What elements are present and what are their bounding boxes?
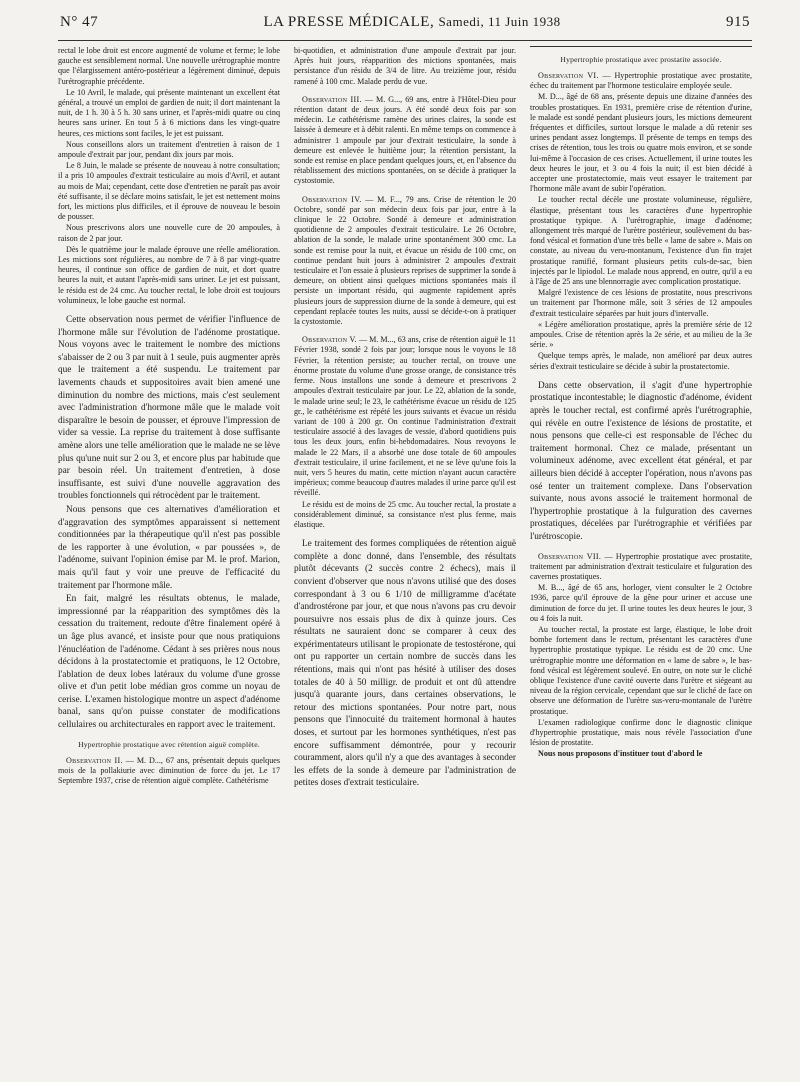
paragraph: M. D..., âgé de 68 ans, présente depuis une dizaine d'années des troubles prostatiques. En 1931, première crise de rétention d'urine, le malade est sondé pendant plusieurs jours, les mictions demeurent fréquentes et difficiles, surtout lorsque le malade a dû retenir ses urines pendant assez longtemps. Il présente de temps en temps des crises de rétention, tous les trois ou quatre mois environ, et se sonde lui-même à l'occasion de ces crises. Actuellement, il urine toutes les deux heures le jour, et 3 ou 4 fois la nuit; il est bien décidé à accepter une prostatectomie, mais veut essayer le traitement par l'hormone mâle avant de subir l'opération. <box>530 92 752 194</box>
paragraph: L'examen radiologique confirme donc le diagnostic clinique d'hypertrophie prostatique, mais nous révèle l'association d'une lésion de prostatite. <box>530 717 752 748</box>
observation-6 <box>530 71 752 91</box>
paragraph: Le 10 Avril, le malade, qui présente maintenant un excellent état général, a trouvé un emploi de gardien de nuit; il dort maintenant la nuit, de 1 h. 30 à 5 h. 30 sans uriner, et l'après-midi quatre ou cinq heures sans uriner. En tout 5 à 6 mictions dans les vingt-quatre heures, ces mictions sont faciles, le jet est puissant. <box>58 87 280 138</box>
observation-label: Observation IV. <box>302 194 362 204</box>
observation-7 <box>530 552 752 583</box>
paragraph: Le 8 Juin, le malade se présente de nouveau à notre consultation; il a pris 10 ampoules d'extrait testiculaire au mois d'Avril, et autant au mois de Mai; cependant, cette dose d'entretien ne paraît pas avoir été suffisante, il se déclare moins satisfait, le jet est nettement moins fort, les mictions plus difficiles, et il éprouve de nouveau le besoin de pousser. <box>58 161 280 222</box>
observation-text: — Hypertrophie prostatique avec prostatite, traitement par administration d'extrait testiculaire et fulguration des cavernes prostatiques. <box>530 551 752 582</box>
section-rule <box>530 46 752 47</box>
paragraph: Nous conseillons alors un traitement d'entretien à raison de 1 ampoule d'extrait par jour, pendant dix jours par mois. <box>58 139 280 160</box>
observation-text: — M. G..., 69 ans, entre à l'Hôtel-Dieu pour rétention datant de deux jours. A été sondé deux fois par son médecin. Le cathétérisme ramène des urines claires, la sonde est laissée à demeure et à débit ralenti. En même temps on commence à administrer 1 ampoule par jour d'extrait testiculaire, la sonde à demeure est enlevée le huitième jour; la rétention persistant, la sonde est remise en place pendant quelques jours, et, en l'absence du rétablissement des mictions spontanées, on se décide à pratiquer la cystostomie. <box>294 94 516 186</box>
observation-4 <box>294 195 516 328</box>
paragraph: Le toucher rectal décèle une prostate volumineuse, régulière, élastique, présentant tous les caractères d'une hypertrophie prostatique typique. A l'urétrographie, image d'adénome; allongement très marqué de l'urètre postérieur, soulèvement du bas-fond vésical et formation d'une très belle « lame de sabre ». Mais on constate, au niveau du veru-montanum, l'existence d'un fin trajet prostatique ramifié, formant plusieurs petits culs-de-sac, bien injectés par le lipiodol. Le malade nous apprend, en outre, qu'il a eu à l'âge de 25 ans une blennorragie avec complication prostatique. <box>530 195 752 287</box>
observation-5 <box>294 335 516 498</box>
observation-text: — M. F..., 79 ans. Crise de rétention le 20 Octobre, sondé par son médecin deux fois par jour, entre à la clinique le 22 Octobre. Sondé à demeure et administration quotidienne de 2 ampoules d'extrait testiculaire. Le 26 Octobre, ablation de la sonde, le malade urine spontanément 300 cmc. La sonde est remise pour la nuit, et évacue un résidu de 100 cmc, on continue pendant huit jours à administrer 2 ampoules d'extrait testiculaire et l'on essaie à plusieurs reprises de supprimer la sonde à demeure, on obtient ainsi quelques mictions spontanées mais il persiste un important résidu, qui augmente rapidement après plusieurs jours de suppression diurne de la sonde à demeure, qui est cependant replacée toutes les nuits, aussi se décide-t-on à pratiquer la cystostomie. <box>294 194 516 327</box>
paragraph: Malgré l'existence de ces lésions de prostatite, nous prescrivons un traitement par l'hormone mâle, soit 3 séries de 12 ampoules d'extrait testiculaire séparées par huit jours d'intervalle. <box>530 288 752 318</box>
paragraph: rectal le lobe droit est encore augmenté de volume et ferme; le lobe gauche est sensiblement normal. Une nouvelle urétrographie montre que l'élargissement antéro-postérieur a légèrement diminué, depuis l'urétrographie précédente. <box>58 46 280 86</box>
issue-number: N° 47 <box>60 14 99 30</box>
paragraph: bi-quotidien, et administration d'une ampoule d'extrait par jour. Après huit jours, réapparition des mictions spontanées, mais persistance d'un résidu de 3/4 de litre. Au treizième jour, résidu ramené à 100 cmc. Malade perdu de vue. <box>294 46 516 86</box>
paragraph: Au toucher rectal, la prostate est large, élastique, le lobe droit bombe fortement dans le rectum, présentant les caractères d'une hypertrophie prostatique typique. Le résidu est de 20 cmc. Une urétrographie montre une déformation en « lame de sabre », le bas-fond vésical est légèrement soulevé. En outre, on note sur le cliché oblique l'existence d'une cavité ouverte dans l'urètre et siégeant au niveau de la région cervicale, cependant que sur le cliché de face on observe une déformation de l'urètre sus-veru-montanale de l'urètre prostatique. <box>530 625 752 716</box>
page-number: 915 <box>725 14 750 30</box>
paragraph: Quelque temps après, le malade, non amélioré par deux autres séries d'extrait testiculaire se décide à subir la prostatectomie. <box>530 351 752 371</box>
section-heading: Hypertrophie prostatique avec rétention aiguë complète. <box>78 739 260 749</box>
column-2 <box>294 46 516 1076</box>
paragraph: Nous nous proposons d'instituer tout d'abord le <box>538 749 703 759</box>
text-columns <box>58 46 752 1076</box>
paragraph: « Légère amélioration prostatique, après la première série de 12 ampoules. Crise de rétention après la 2e série, et au milieu de la 3e série. » <box>530 319 752 350</box>
paragraph: M. B..., âgé de 65 ans, horloger, vient consulter le 2 Octobre 1936, parce qu'il éprouve de la gêne pour uriner et accuse une diminution de force du jet. Il urine toutes les deux heures le jour, 3 ou 4 fois la nuit. <box>530 583 752 623</box>
observation-label: Observation VII. <box>538 551 602 561</box>
paragraph: Cette observation nous permet de vérifier l'influence de l'hormone mâle sur l'évolution de l'adénome prostatique. Nous voyons avec le traitement le nombre des mictions s'abaisser de 2 ou 3 par nuit à 1 seule, puis augmenter après que le traitement a été suspendu. Le traitement par lavements chauds et suppositoires avait bien amené une diminution du nombre des mictions, mais c'est seulement avec l'administration d'hormone mâle que le malade voit disparaître le besoin de pousser, et éprouve l'impression de vider sa vessie. La reprise du traitement à dose suffisante amène alors une telle amélioration que le malade ne se lève plus qu'une nuit sur 2 ou 3, et encore plus par habitude que par besoin réel. Un traitement d'entretien, à dose insuffisante, est suivi d'une nouvelle aggravation des troubles fonctionnels qui rétrocèdent par le traitement. <box>58 315 280 502</box>
column-1 <box>58 46 280 1076</box>
paragraph: Nous pensons que ces alternatives d'amélioration et d'aggravation des symptômes apparaissent si nettement conditionnées par la thérapeutique qu'il n'est pas possible de les rapporter à une évolution, « par poussées », de l'adénome, suivant l'opinion émise par M. le prof. Marion, mais qu'il faut y voir une preuve de l'efficacité du traitement par l'hormone mâle. <box>58 504 280 591</box>
paragraph: Nous prescrivons alors une nouvelle cure de 20 ampoules, à raison de 2 par jour. <box>58 223 280 243</box>
issue-date: Samedi, 11 Juin 1938 <box>438 14 561 29</box>
observation-3 <box>294 95 516 187</box>
paragraph: En fait, malgré les résultats obtenus, le malade, impressionné par la réapparition des symptômes dès la cessation du traitement, redoute d'être finalement opéré à un âge plus avancé, et insiste pour que nous pratiquions l'énucléation de l'adénome. Cédant à ses prières nous nous décidons à la prostatectomie et pratiquons, le 12 Octobre, l'ablation de deux lobes latéraux du volume d'une grosse olive et d'un petit lobe médian gros comme un noyau de cerise. L'examen histologique montre un aspect d'adénome banal, sans qu'on puisse constater de modifications cellulaires ou architecturales en rapport avec le traitement. <box>58 594 280 731</box>
observation-2 <box>58 756 280 787</box>
observation-text: — M. M..., 63 ans, crise de rétention aiguë le 11 Février 1938, sondé 2 fois par jour; lorsque nous le voyons le 18 Février, la rétention persiste; au toucher rectal, on trouve une énorme prostate du volume d'une grosse orange, de consistance très ferme. Nous installons une sonde à demeure et prescrivons 2 ampoules d'extrait testiculaire par jour. Le 22, ablation de la sonde, le malade urine seul; le 23, le cathétérisme évacue un résidu de 125 gr., le cathétérisme est répété les jours suivants et évacue un résidu variant de 100 à 200 gr. On continue l'administration d'extrait testiculaire associé à des lavages de vessie, d'abord quotidiens puis tous les deux jours, enfin bi-hebdomadaires. Nous revoyons le malade le 22 Mars, il a absorbé une dose totale de 60 ampoules d'extrait testiculaire, il urine facilement, et ne se lève qu'une fois la nuit, vers 5 heures du matin, cette miction n'ayant aucun caractère impérieux; comme beaucoup d'autres malades il urine parce qu'il est réveillé. <box>294 335 516 498</box>
journal-masthead <box>263 14 560 31</box>
observation-label: Observation V. <box>302 335 357 345</box>
observation-label: Observation VI. <box>538 71 599 80</box>
paragraph: Dès le quatrième jour le malade éprouve une réelle amélioration. Les mictions sont régulières, au nombre de 7 à 8 par vingt-quatre heures, il continue son office de gardien de nuit, et dort quatre heures la nuit, et autant l'après-midi sans uriner. Le jet est puissant, le résidu est de 24 cmc. Au toucher rectal, le lobe droit est toujours volumineux, le lobe gauche est normal. <box>58 244 280 305</box>
header-rule <box>58 40 752 41</box>
observation-label: Observation II. <box>66 755 123 765</box>
observation-label: Observation III. <box>302 94 362 104</box>
journal-title: LA PRESSE MÉDICALE, <box>263 14 435 30</box>
column-3 <box>530 46 752 1076</box>
observation-text: — Hypertrophie prostatique avec prostatite, échec du traitement par l'hormone testiculaire employée seule. <box>530 71 752 91</box>
paragraph: Dans cette observation, il s'agit d'une hypertrophie prostatique incontestable; le diagnostic d'adénome, évident après le toucher rectal, est confirmé après l'urétrographie, qui révèle en outre l'existence de lésions de prostatite, et nous pensons que celle-ci est responsable de l'échec du traitement hormonal. Chez ce malade, présentant un volumineux adénome, avec excellent état général, et par ailleurs bien décidé à accepter l'opération, nous n'avons pas osé tenter un traitement complexe. Dans l'observation suivante, nous avons associé le traitement hormonal de l'hypertrophie prostatique à la fulguration des cavernes prostatiques, décelées par l'urétrographie et vérifiées par l'urétroscopie. <box>530 380 752 543</box>
section-heading: Hypertrophie prostatique avec prostatite associée. <box>560 55 722 64</box>
observation-text: — M. D..., 67 ans, présentait depuis quelques mois de la pollakiurie avec diminution de force du jet. Le 17 Septembre 1937, crise de rétention aiguë complète. Cathétérisme <box>58 755 280 786</box>
page-header <box>60 14 750 36</box>
paragraph: Le traitement des formes compliquées de rétention aiguë complète a donc donné, dans l'ensemble, des résultats plutôt décevants (2 succès contre 2 échecs), mais il convient d'observer que nous n'avons utilisé que des doses correspondant à 3 ou 6 1/10 de milligramme d'acétate d'androstérone par jour, et que nous n'avons pas cru devoir poursuivre nos essais plus de dix à quinze jours. Ces résultats ne sauraient donc se comparer à ceux des expérimentateurs utilisant le propionate de testostérone, qui ont pu rapporter un certain nombre de succès dans les rétentions, mais qui n'ont pas hésité à utiliser des doses totales de 40 à 50 milligr. de produit et ont dû attendre jusqu'à quarante jours, dans certaines observations, le retour des mictions spontanées. Pour notre part, nous pensons que l'innocuité du traitement hormonal à hautes doses, et surtout par les hormones synthétiques, n'est pas encore suffisamment démontrée, pour y recourir couramment, alors qu'il n'y a que des avantages à seconder les effets de la sonde à demeure par l'administration de petites doses d'extrait testiculaire. <box>294 539 516 789</box>
paragraph: Le résidu est de moins de 25 cmc. Au toucher rectal, la prostate a considérablement diminué, sa consistance n'est plus ferme, mais élastique. <box>294 499 516 529</box>
